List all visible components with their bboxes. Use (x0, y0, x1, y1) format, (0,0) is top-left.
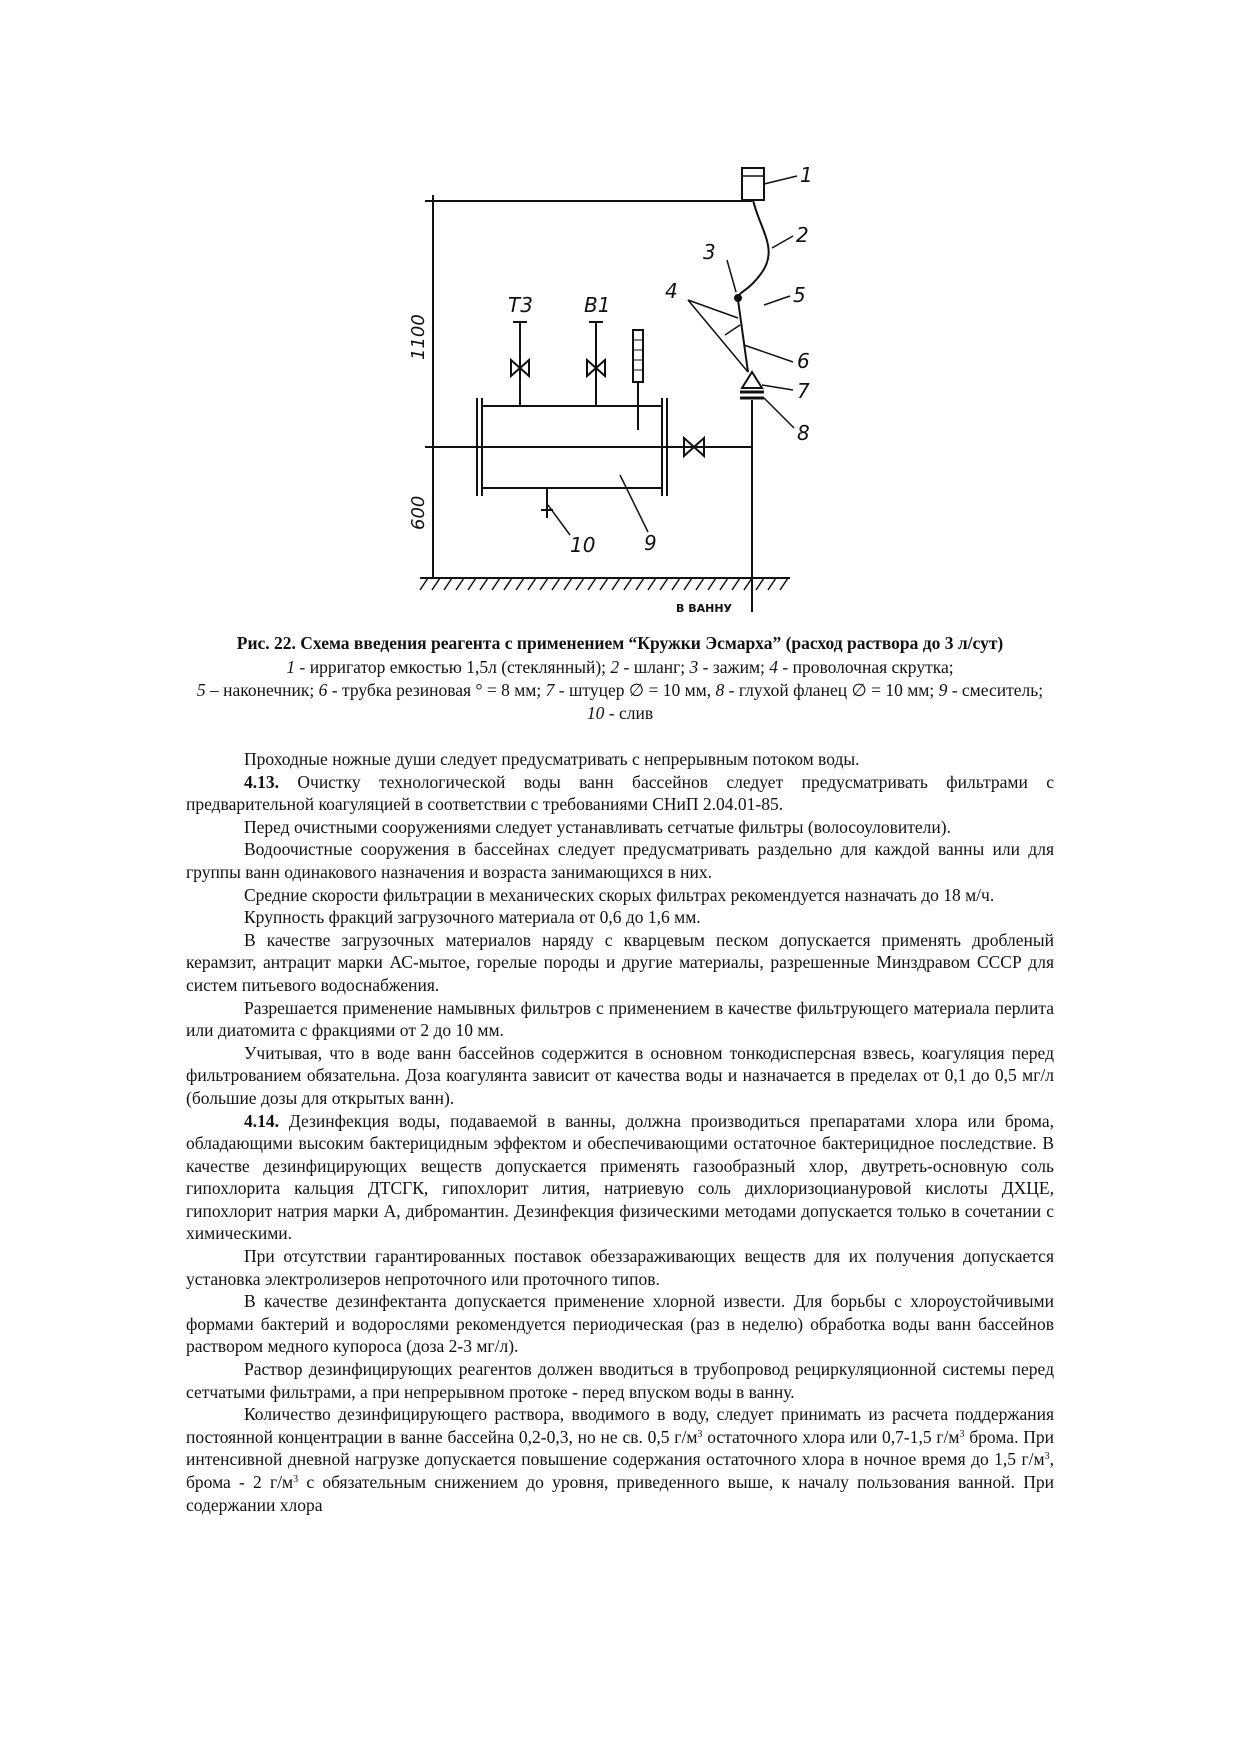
dim-1100: 1100 (408, 314, 429, 360)
label-b1: В1 (584, 293, 611, 317)
caption-legend: 1 - ирригатор емкостью 1,5л (стеклянный); 2 - шланг; 3 - зажим; 4 - проволочная скрутка; 5 – наконечник; 6 - трубка резиновая ° = 8 мм; 7 - штуцер ∅ = 10 мм, 8 - глухой фланец ∅ = 10 мм; 9 - смеситель; 10 - слив (196, 657, 1044, 723)
callout-8: 8 (797, 421, 810, 445)
figure-reagent-scheme (400, 160, 820, 630)
legend-num: 7 (545, 680, 555, 700)
paragraph: В качестве дезинфектанта допускается применение хлорной извести. Для борьбы с хлороустойчивыми формами бактерий и водорослями рекомендуется периодическая (раз в неделю) обработка воды ванн бассейнов раствором медного купороса (доза 2-3 мг/л). (186, 1291, 1054, 1357)
legend-num: 4 (769, 657, 779, 677)
paragraph: Раствор дезинфицирующих реагентов должен вводиться в трубопровод рециркуляционной системы перед сетчатыми фильтрами, а при непрерывном протоке - перед впуском воды в ванну. (186, 1359, 1054, 1402)
callout-4: 4 (665, 279, 678, 303)
paragraph: Учитывая, что в воде ванн бассейнов содержится в основном тонкодисперсная взвесь, коагуляция перед фильтрованием обязательна. Доза коагулянта зависит от качества воды и назначается в пределах от 0,1 до 0,5 мг/л (большие дозы для открытых ванн). (186, 1042, 1054, 1108)
paragraph: Количество дезинфицирующего раствора, вводимого в воду, следует принимать из расчета поддержания постоянной концентрации в ванне бассейна 0,2-0,3, но не св. 0,5 $г/м^3$ остаточного хлора или 0,7-1,5 $г/м^3$ брома. При интенсивной дневной нагрузке допускается повышение содержания остаточного хлора в ночное время до 1,5 $г/м^3$, брома - 2 $г/м^3$ с обязательным снижением до уровня, приведенного выше, к началу пользования ванной. При содержании хлора (186, 1404, 1055, 1515)
label-to-bath: В ВАННУ (676, 602, 733, 615)
paragraph: Разрешается применение намывных фильтров с применением в качестве фильтрующего материала перлита или диатомита с фракциями от 2 до 10 мм. (186, 997, 1054, 1041)
paragraph: Проходные ножные души следует предусматривать с непрерывным потоком воды. (244, 749, 860, 769)
floor-hatching (420, 578, 788, 590)
figure-caption (186, 632, 1054, 725)
callout-7: 7 (797, 379, 810, 403)
paragraph: 4.13. Очистку технологической воды ванн бассейнов следует предусматривать фильтрами с предварительной коагуляцией в соответствии с требованиями СНиП 2.04.01-85. (186, 771, 1054, 815)
callout-9: 9 (644, 531, 657, 555)
caption-title: Рис. 22. Схема введения реагента с применением “Кружки Эсмарха” (расход раствора до 3 л/сут) (236, 633, 1004, 653)
paragraph: В качестве загрузочных материалов наряду с кварцевым песком допускается применять дробленый керамзит, антрацит марки АС-мытое, горелые породы и другие материалы, разрешенные Минздравом СССР для систем питьевого водоснабжения. (186, 929, 1054, 995)
paragraph: Перед очистными сооружениями следует устанавливать сетчатые фильтры (волосоуловители). (244, 816, 951, 837)
label-t3: Т3 (508, 293, 533, 317)
legend-num: 2 (610, 657, 620, 677)
section-number: 4.14. (244, 1110, 279, 1131)
body-text (186, 748, 1054, 1516)
irrigator (742, 168, 764, 200)
section-number: 4.13. (244, 771, 279, 792)
paragraph: 4.14. Дезинфекция воды, подаваемой в ванны, должна производиться препаратами хлора или брома, обладающими высоким бактерицидным эффектом и обеспечивающими остаточное бактерицидное последствие. В качестве дезинфицирующих веществ допускается применять газообразный хлор, двутреть-основную соль гипохлорита кальция ДТСГК, гипохлорит лития, натриевую соль дихлоризоциануровой кислоты ДХЦЕ, гипохлорит натрия марки А, дибромантин. Дезинфекция физическими методами допускается только в сочетании с химическими. (186, 1110, 1054, 1244)
callout-5: 5 (793, 283, 806, 307)
callout-3: 3 (703, 240, 716, 264)
callout-6: 6 (797, 349, 810, 373)
legend-num: 6 (318, 680, 328, 700)
callout-10: 10 (570, 533, 596, 557)
paragraph: При отсутствии гарантированных поставок обеззараживающих веществ для их получения допускается установка электролизеров непроточного или проточного типов. (186, 1246, 1054, 1289)
legend-num: 1 (286, 657, 296, 677)
legend-num: 9 (938, 680, 948, 700)
paragraph: Крупность фракций загрузочного материала от 0,6 до 1,6 мм. (244, 907, 701, 928)
callout-2: 2 (796, 223, 809, 247)
hose (738, 200, 769, 300)
legend-num: 5 (196, 680, 206, 700)
legend-num: 8 (715, 680, 725, 700)
thermometer (633, 330, 643, 382)
paragraph: Средние скорости фильтрации в механических скорых фильтрах рекомендуется назначать до 18 м/ч. (244, 884, 995, 905)
legend-num: 3 (689, 657, 699, 677)
paragraph: Водоочистные сооружения в бассейнах следует предусматривать раздельно для каждой ванны или для группы ванн одинакового назначения и возраста занимающихся в них. (186, 839, 1054, 882)
dim-600: 600 (408, 495, 429, 530)
callout-1: 1 (800, 163, 813, 187)
legend-num: 10 (586, 703, 605, 723)
